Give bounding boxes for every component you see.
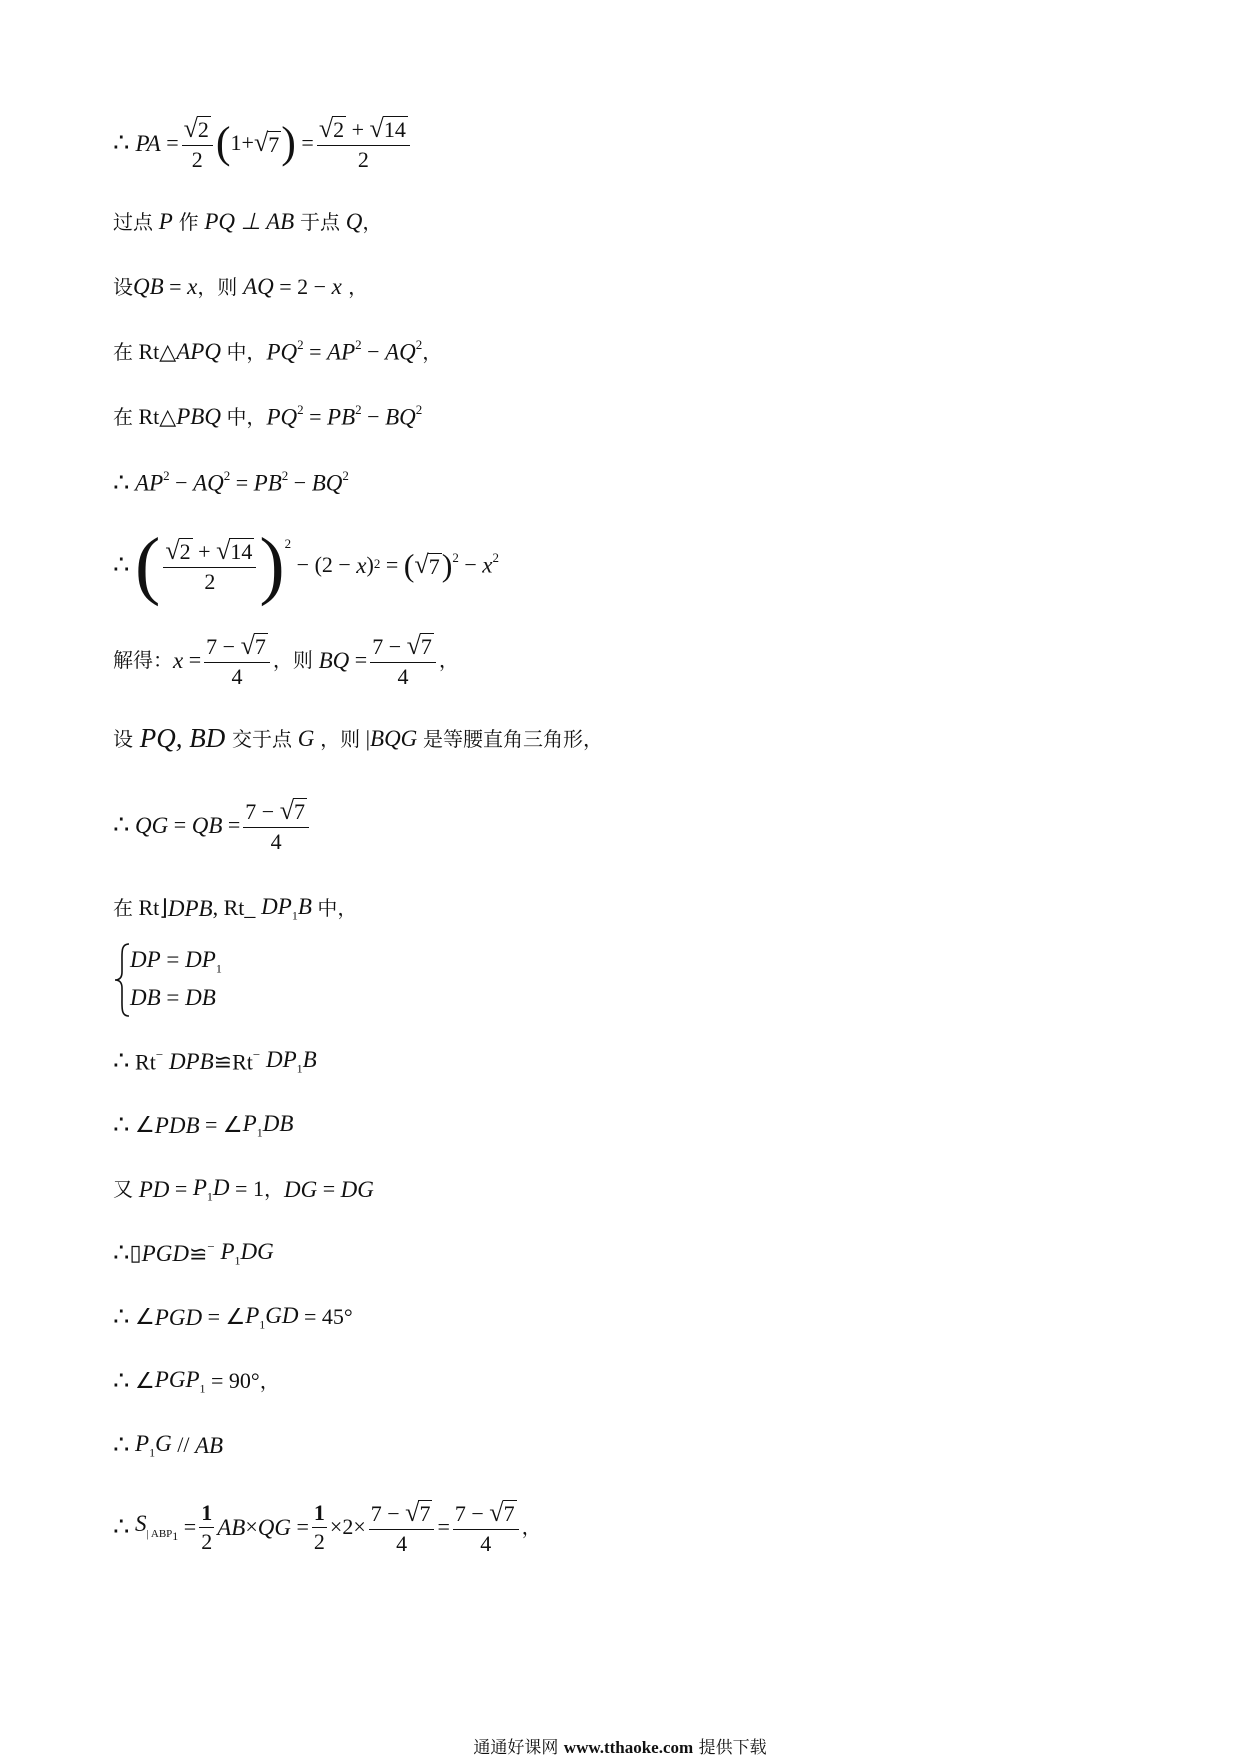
text: 设	[113, 726, 133, 751]
text-line-9: 设 PQ, BD 交于点 G ，则 | BQG 是等腰直角三角形，	[113, 723, 604, 753]
text-line-15: 又 PD = $P_1D$ = 1 ， DG = DG	[113, 1175, 374, 1204]
text: 设	[113, 274, 133, 299]
formula-line-1: ∴ PA = √ 2 2 ( 1+ √ 7 ) = √ 2 + √ 14 2	[113, 108, 413, 178]
text: 中，	[226, 404, 267, 429]
text: 又	[113, 1177, 133, 1202]
formula-line-17: ∴ ∠ PGD = ∠ $P_1GD$ = 45°	[113, 1302, 353, 1332]
formula-line-19: ∴ $P_1G$ // AB	[113, 1430, 224, 1460]
footer-site-name: 通通好课网	[473, 1738, 559, 1758]
formula-line-14: ∴ ∠ PDB = ∠ $P_1DB$	[113, 1110, 294, 1140]
text: 解得：	[113, 648, 173, 672]
text: 在	[113, 896, 133, 921]
system-eq-2: DB = DB	[130, 985, 216, 1010]
text-line-4: 在 Rt△ APQ 中， $PQ^2$ = $AP^2$ − $AQ^2$ ，	[113, 337, 443, 365]
therefore-symbol: ∴	[113, 128, 130, 157]
text: 中，	[317, 896, 358, 921]
formula-line-6: ∴ $AP^2$ − $AQ^2$ = $PB^2$ − $BQ^2$	[113, 468, 349, 497]
text: 是等腰直角三角形，	[423, 726, 604, 751]
text-line-3: 设 QB = x ，则 AQ = 2 − x ，	[113, 273, 369, 299]
formula-line-18: ∴ ∠ $PGP_1$ = 90° ，	[113, 1366, 280, 1396]
text: 作	[178, 209, 199, 234]
text: ，则	[320, 726, 361, 751]
formula-line-16: ∴ ▯ PGD ≌− $P_1DG$	[113, 1238, 274, 1268]
formula-line-7: ∴ ( √ 2 + √ 14 2 ) $^2$ − (2 − x ) $^2$ = ( √ 7 ) $^2$ − $x^2$	[113, 523, 499, 607]
formula-line-10: ∴ QG = QB = 7 − √ 7 4	[113, 795, 312, 855]
footer-suffix: 提供下载	[698, 1738, 767, 1758]
text: ，则	[272, 648, 313, 672]
text-line-11: 在 Rt⌋ DPB , Rt_ $DP_1B$ 中，	[113, 894, 358, 923]
formula-line-20: ∴ $S_{| ABP_1}$ = $\frac{1}{2}$ AB × QG = $\frac{1}{2}$ ×2× 7 − √ 7 4 = 7 − √ 7 4 ，	[113, 1497, 542, 1556]
text-line-8: 解得： x = 7 − √ 7 4 ，则 BQ = 7 − √ 7 4 ，	[113, 630, 459, 689]
text: 在	[113, 339, 133, 364]
text-line-2: 过点 P 作 PQ ⊥ AB 于点 Q ，	[113, 209, 383, 234]
text: 在	[113, 404, 133, 429]
footer	[0, 1733, 1240, 1758]
text-line-5: 在 Rt△ PBQ 中， $PQ^2$ = $PB^2$ − $BQ^2$	[113, 402, 423, 430]
text: 于点	[299, 209, 340, 234]
text: 交于点	[231, 726, 292, 751]
formula-line-13: ∴ Rt− DPB ≌Rt− $DP_1B$	[113, 1046, 317, 1076]
system-eq-1: DP = $DP_1$	[130, 947, 222, 976]
text: 过点	[113, 209, 153, 234]
footer-url[interactable]: www.tthaoke.com	[563, 1738, 694, 1757]
text: 中，	[226, 339, 267, 364]
text: ，则	[197, 274, 238, 299]
